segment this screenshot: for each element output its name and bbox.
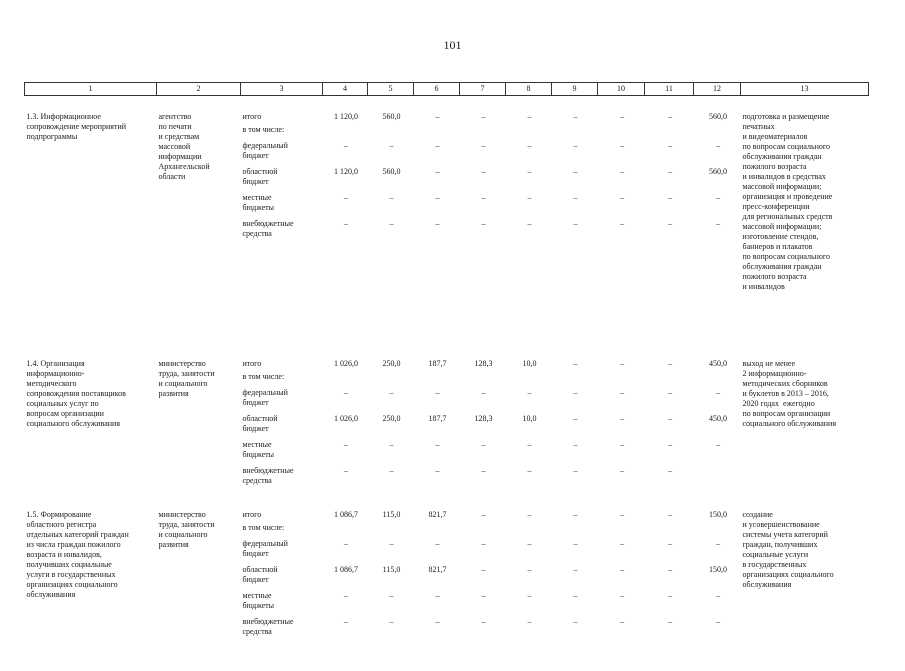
value-cell [598,372,645,388]
funding-source: итого [242,111,262,121]
value-cell: – [620,413,624,423]
value-cell: 1 026,0 [334,413,358,423]
funding-source: местные бюджеты [242,439,275,459]
value-cell: 821,7 [428,564,447,574]
expected-result-note: создание и усовершенствование системы учета категорий граждан, получивших социальные услуги в государственных организациях социального обслуживания [742,509,834,589]
funding-source: местные бюджеты [242,192,275,212]
funding-source: в том числе: [242,371,285,381]
value-cell [645,523,694,539]
column-header: 9 [552,83,598,96]
value-cell: – [527,218,532,228]
value-cell: 450,0 [709,358,727,368]
value-cell: – [435,590,440,600]
value-cell: – [481,465,486,475]
column-header: 7 [460,83,506,96]
value-cell: – [527,111,532,121]
value-cell: – [573,509,578,519]
value-cell: – [344,590,348,600]
value-cell [552,523,598,539]
value-cell [414,125,460,141]
value-cell [460,125,506,141]
value-cell: – [527,166,532,176]
funding-source: в том числе: [242,124,285,134]
funding-source: федеральный бюджет [242,140,288,160]
value-cell: – [573,564,578,574]
value-cell: – [389,538,394,548]
value-cell [506,125,552,141]
column-header: 1 [25,83,157,96]
value-cell [323,523,368,539]
value-cell: – [435,387,440,397]
value-cell: – [716,192,720,202]
value-cell: – [716,616,720,626]
spacer-cell [25,351,869,359]
value-cell: – [389,218,394,228]
value-cell: – [435,166,440,176]
value-cell: 128,3 [474,358,493,368]
value-cell: 1 120,0 [334,166,358,176]
value-cell: – [435,465,440,475]
value-cell [506,523,552,539]
value-cell: – [716,218,720,228]
value-cell: – [527,387,532,397]
column-header: 12 [694,83,741,96]
value-cell: – [716,590,720,600]
value-cell: 560,0 [709,166,727,176]
table-row [25,510,869,523]
value-cell: 450,0 [709,413,727,423]
value-cell: 560,0 [382,111,401,121]
value-cell: – [620,166,624,176]
value-cell [368,523,414,539]
value-cell: – [620,218,624,228]
value-cell [552,372,598,388]
value-cell: 187,7 [428,413,447,423]
value-cell: – [481,387,486,397]
value-cell [694,125,741,141]
value-cell [645,125,694,141]
value-cell: – [344,140,348,150]
value-cell [414,523,460,539]
value-cell: – [620,111,624,121]
value-cell: – [389,192,394,202]
value-cell: 821,7 [428,509,447,519]
value-cell: – [668,465,672,475]
value-cell: – [668,538,672,548]
value-cell: 250,0 [382,413,401,423]
value-cell: – [481,166,486,176]
section-spacer [25,351,869,359]
value-cell: – [527,439,532,449]
value-cell: – [668,387,672,397]
value-cell [694,523,741,539]
column-header: 10 [598,83,645,96]
value-cell: – [573,538,578,548]
value-cell: – [668,413,672,423]
value-cell: – [620,439,624,449]
value-cell: – [481,111,486,121]
value-cell: 1 026,0 [334,358,358,368]
page-number: 101 [443,38,462,52]
value-cell: – [481,564,486,574]
spacer-cell [25,96,869,112]
value-cell: – [668,166,672,176]
value-cell: – [389,465,394,475]
value-cell: 128,3 [474,413,493,423]
value-cell: – [573,590,578,600]
value-cell: – [620,192,624,202]
value-cell: – [344,465,348,475]
value-cell: – [620,465,624,475]
executor-name: министерство труда, занятости и социального развития [158,509,215,549]
value-cell: – [716,140,720,150]
value-cell: 187,7 [428,358,447,368]
column-header: 2 [157,83,241,96]
value-cell: 115,0 [382,509,401,519]
value-cell [368,372,414,388]
value-cell: 150,0 [709,509,727,519]
value-cell: – [573,166,578,176]
value-cell: – [344,439,348,449]
value-cell: – [527,509,532,519]
value-cell: 10,0 [522,413,537,423]
column-header-row [25,83,869,96]
budget-table [24,82,869,671]
value-cell: – [573,192,578,202]
value-cell: – [668,564,672,574]
column-header: 8 [506,83,552,96]
value-cell: – [573,413,578,423]
value-cell: – [620,387,624,397]
executor-name: агентство по печати и средствам массовой информации Архангельской области [158,111,210,181]
value-cell: – [435,218,440,228]
value-cell [598,125,645,141]
value-cell: – [481,140,486,150]
value-cell: – [668,616,672,626]
value-cell: – [435,192,440,202]
funding-source: внебюджетные средства [242,218,294,238]
value-cell: – [668,192,672,202]
value-cell [552,125,598,141]
value-cell: – [481,218,486,228]
value-cell: – [344,616,348,626]
funding-source: федеральный бюджет [242,538,288,558]
column-header: 4 [323,83,368,96]
value-cell: – [435,616,440,626]
value-cell: – [716,387,720,397]
value-cell: – [668,218,672,228]
value-cell: 250,0 [382,358,401,368]
value-cell: – [716,538,720,548]
funding-source: областной бюджет [242,166,278,186]
value-cell: – [435,111,440,121]
value-cell: – [389,590,394,600]
column-header: 13 [741,83,869,96]
table-row [25,359,869,372]
value-cell: – [527,538,532,548]
value-cell: – [620,616,624,626]
table-row [25,112,869,125]
value-cell: 10,0 [522,358,537,368]
executor-name: министерство труда, занятости и социального развития [158,358,215,398]
value-cell: – [573,387,578,397]
value-cell: – [344,387,348,397]
value-cell: – [620,140,624,150]
column-header: 11 [645,83,694,96]
value-cell: 1 086,7 [334,564,358,574]
value-cell: – [620,538,624,548]
funding-source: областной бюджет [242,413,278,433]
value-cell: – [620,509,624,519]
value-cell: – [481,192,486,202]
activity-title: 1.3. Информационное сопровождение мероприятий подпрограммы [26,111,127,141]
value-cell: – [668,111,672,121]
value-cell: – [527,564,532,574]
funding-source: в том числе: [242,522,285,532]
value-cell: – [716,439,720,449]
expected-result-note: подготовка и размещение печатных и видеоматериалов по вопросам социального обслуживания граждан пожилого возраста и инвалидов в средствах массовой информации; организация и проведение пресс-конференции для региональных средств массовой информации; изготовление стендов, баннеров и плакатов по вопросам социального обслуживания граждан пожилого возраста и инвалидов [742,111,833,291]
value-cell: – [481,590,486,600]
value-cell: – [668,509,672,519]
value-cell [460,523,506,539]
value-cell: – [668,358,672,368]
value-cell: 1 120,0 [334,111,358,121]
expected-result-note: выход не менее 2 информационно- методических сборников и буклетов в 2013 – 2016, 2020 годах ежегодно по вопросам организации социального обслуживания [742,358,837,428]
value-cell: 560,0 [382,166,401,176]
value-cell: 1 086,7 [334,509,358,519]
value-cell: – [435,538,440,548]
section-spacer [25,502,869,510]
value-cell: – [573,140,578,150]
value-cell [694,372,741,388]
value-cell: – [527,465,532,475]
value-cell: – [573,358,578,368]
column-header: 3 [241,83,323,96]
table-body [25,96,869,671]
value-cell: – [344,192,348,202]
value-cell [506,372,552,388]
value-cell: – [573,111,578,121]
funding-source: внебюджетные средства [242,616,294,636]
value-cell: – [573,439,578,449]
value-cell: 560,0 [709,111,727,121]
column-header: 6 [414,83,460,96]
value-cell: – [389,140,394,150]
spacer-cell [25,502,869,510]
section-spacer [25,96,869,112]
value-cell: – [620,564,624,574]
value-cell: – [481,616,486,626]
value-cell: – [389,616,394,626]
value-cell [694,466,741,502]
funding-source: областной бюджет [242,564,278,584]
value-cell: – [668,590,672,600]
value-cell [323,372,368,388]
value-cell: – [344,538,348,548]
value-cell: – [435,439,440,449]
value-cell: – [389,387,394,397]
value-cell [323,125,368,141]
value-cell [414,372,460,388]
activity-title: 1.5. Формирование областного регистра отдельных категорий граждан из числа граждан пожилого возраста и инвалидов, получивших социальные услуги в государственных организациях социального обслуживания [26,509,129,599]
value-cell: – [481,509,486,519]
value-cell: – [573,465,578,475]
value-cell [598,523,645,539]
funding-source: итого [242,509,262,519]
value-cell [368,125,414,141]
value-cell [460,372,506,388]
value-cell: – [668,439,672,449]
value-cell: – [344,218,348,228]
value-cell: – [481,439,486,449]
value-cell: – [573,218,578,228]
column-header: 5 [368,83,414,96]
value-cell: – [527,140,532,150]
value-cell: – [481,538,486,548]
value-cell: – [527,192,532,202]
value-cell: 115,0 [382,564,401,574]
funding-source: местные бюджеты [242,590,275,610]
activity-title: 1.4. Организация информационно- методического сопровождения поставщиков социальных услуг по вопросам организации социального обслуживания [26,358,126,428]
value-cell: – [389,439,394,449]
funding-source: внебюджетные средства [242,465,294,485]
funding-source: итого [242,358,262,368]
value-cell: – [527,616,532,626]
value-cell: – [668,140,672,150]
value-cell: – [620,590,624,600]
value-cell: – [573,616,578,626]
value-cell: – [435,140,440,150]
funding-source: федеральный бюджет [242,387,288,407]
value-cell: 150,0 [709,564,727,574]
value-cell: – [527,590,532,600]
value-cell [645,372,694,388]
value-cell: – [620,358,624,368]
